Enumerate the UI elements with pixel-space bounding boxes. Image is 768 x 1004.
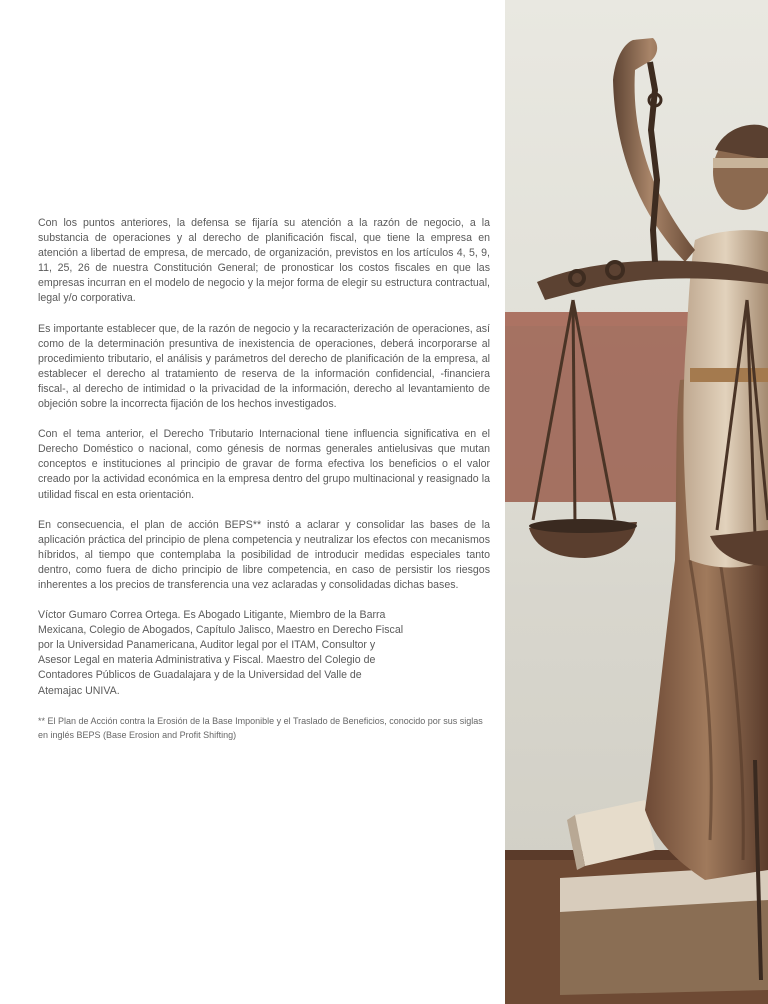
footnote: ** El Plan de Acción contra la Erosión de la Base Imponible y el Traslado de Beneficios, conocido por sus siglas en inglés BEPS (Base Erosion and Profit Shifting): [38, 715, 483, 740]
lady-justice-illustration: [505, 0, 768, 1004]
article-paragraph: Con el tema anterior, el Derecho Tributario Internacional tiene influencia significativa en el Derecho Doméstico o nacional, como génesis de normas generales antielusivas que mutan conceptos e instituciones al principio de gravar de forma efectiva los beneficios o el valor creado por la actividad económica en la empresa dentro del grupo multinacional y reasignado la utilidad fiscal en esta orientación.: [38, 428, 490, 501]
article-paragraph: Con los puntos anteriores, la defensa se fijaría su atención a la razón de negocio, a la substancia de operaciones y al derecho de planificación fiscal, que tiene la empresa en atención a libertad de empresa, de mercado, de organización, previstos en los artículos 4, 5, 9, 11, 25, 26 de nuestra Constitución General; de pronosticar los costos fiscales en que las empresas incurran en el modelo de negocio y la mejor forma de elegir su estructura contractual, legal y/o corporativa.: [38, 217, 490, 305]
lady-justice-photo: [505, 0, 768, 1004]
robe-belt: [690, 368, 768, 382]
article-paragraph: Es importante establecer que, de la razón de negocio y la recaracterización de operaciones, así como de la determinación presuntiva de inexistencia de operaciones, deberá incorporarse al procedimiento tributario, el análisis y parámetros del derecho de planificación de la empresa, al establecer el derecho al tratamiento de reserva de la información confidencial, -financiera fiscal-, al derecho de intimidad o la privacidad de la información, derecho al levantamiento de objeción sobre la incorrecta fijación de los hechos investigados.: [38, 322, 490, 411]
article-paragraph: En consecuencia, el plan de acción BEPS** instó a aclarar y consolidar las bases de la aplicación práctica del principio de plena competencia y neutralizar los efectos con mecanismos híbridos, al tiempo que contemplaba la posibilidad de introducir medidas especiales tanto dentro, como fuera de dicho principio de libre competencia, en caso de persistir los riesgos inherentes a los precios de transferencia una vez aclaradas y consolidadas dichas bases.: [38, 518, 490, 591]
article-body: [38, 216, 490, 742]
author-bio: Víctor Gumaro Correa Ortega. Es Abogado Litigante, Miembro de la Barra Mexicana, Colegio de Abogados, Capítulo Jalisco, Maestro en Derecho Fiscal por la Universidad Panamericana, Auditor legal por el ITAM, Consultor y Asesor Legal en materia Administrativa y Fiscal. Maestro del Colegio de Contadores Públicos de Guadalajara y de la Universidad del Valle de Atemajac UNIVA.: [38, 609, 404, 697]
blindfold: [713, 158, 768, 168]
scale-hanger: [650, 62, 657, 262]
